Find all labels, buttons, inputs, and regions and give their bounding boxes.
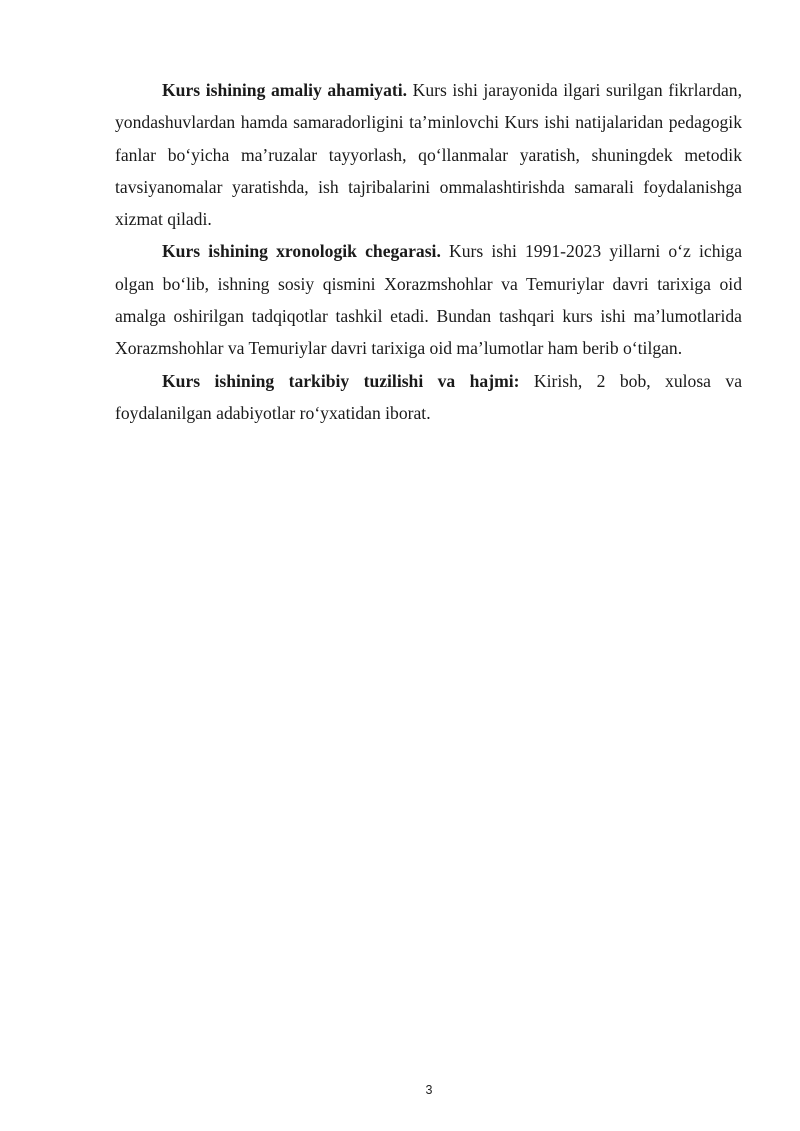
paragraph-heading: Kurs ishining tarkibiy tuzilishi va hajmi:	[162, 370, 520, 391]
paragraph-text: Kirish, 2 bob, xulosa va foydalanilgan adabiyotlar ro‘yxatidan iborat.	[115, 370, 742, 423]
paragraph-text: Kurs ishi 1991-2023 yillarni o‘z ichiga olgan bo‘lib, ishning sosiy qismini Xorazmshohlar va Temuriylar davri tarixiga oid amalga oshirilgan tadqiqotlar tashkil etadi. Bundan tashqari kurs ishi ma’lumotlarida Xorazmshohlar va Temuriylar davri tarixiga oid ma’lumotlar ham berib o‘tilgan.	[115, 241, 742, 359]
page-number: 3	[425, 1083, 433, 1097]
paragraph-chronological-scope	[115, 235, 742, 364]
page-body	[115, 74, 742, 429]
paragraph-text: Kurs ishi jarayonida ilgari surilgan fikrlardan, yondashuvlardan hamda samaradorligini ta’minlovchi Kurs ishi natijalaridan pedagogik fanlar bo‘yicha ma’ruzalar tayyorlash, qo‘llanmalar yaratish, shuningdek metodik tavsiyanomalar yaratishda, ish tajribalarini ommalashtirishda samarali foydalanishga xizmat qiladi.	[115, 80, 742, 230]
paragraph-heading: Kurs ishining xronologik chegarasi.	[162, 241, 441, 262]
paragraph-practical-significance	[115, 74, 742, 235]
paragraph-heading: Kurs ishining amaliy ahamiyati.	[162, 80, 408, 100]
paragraph-structure-and-volume	[115, 365, 742, 430]
